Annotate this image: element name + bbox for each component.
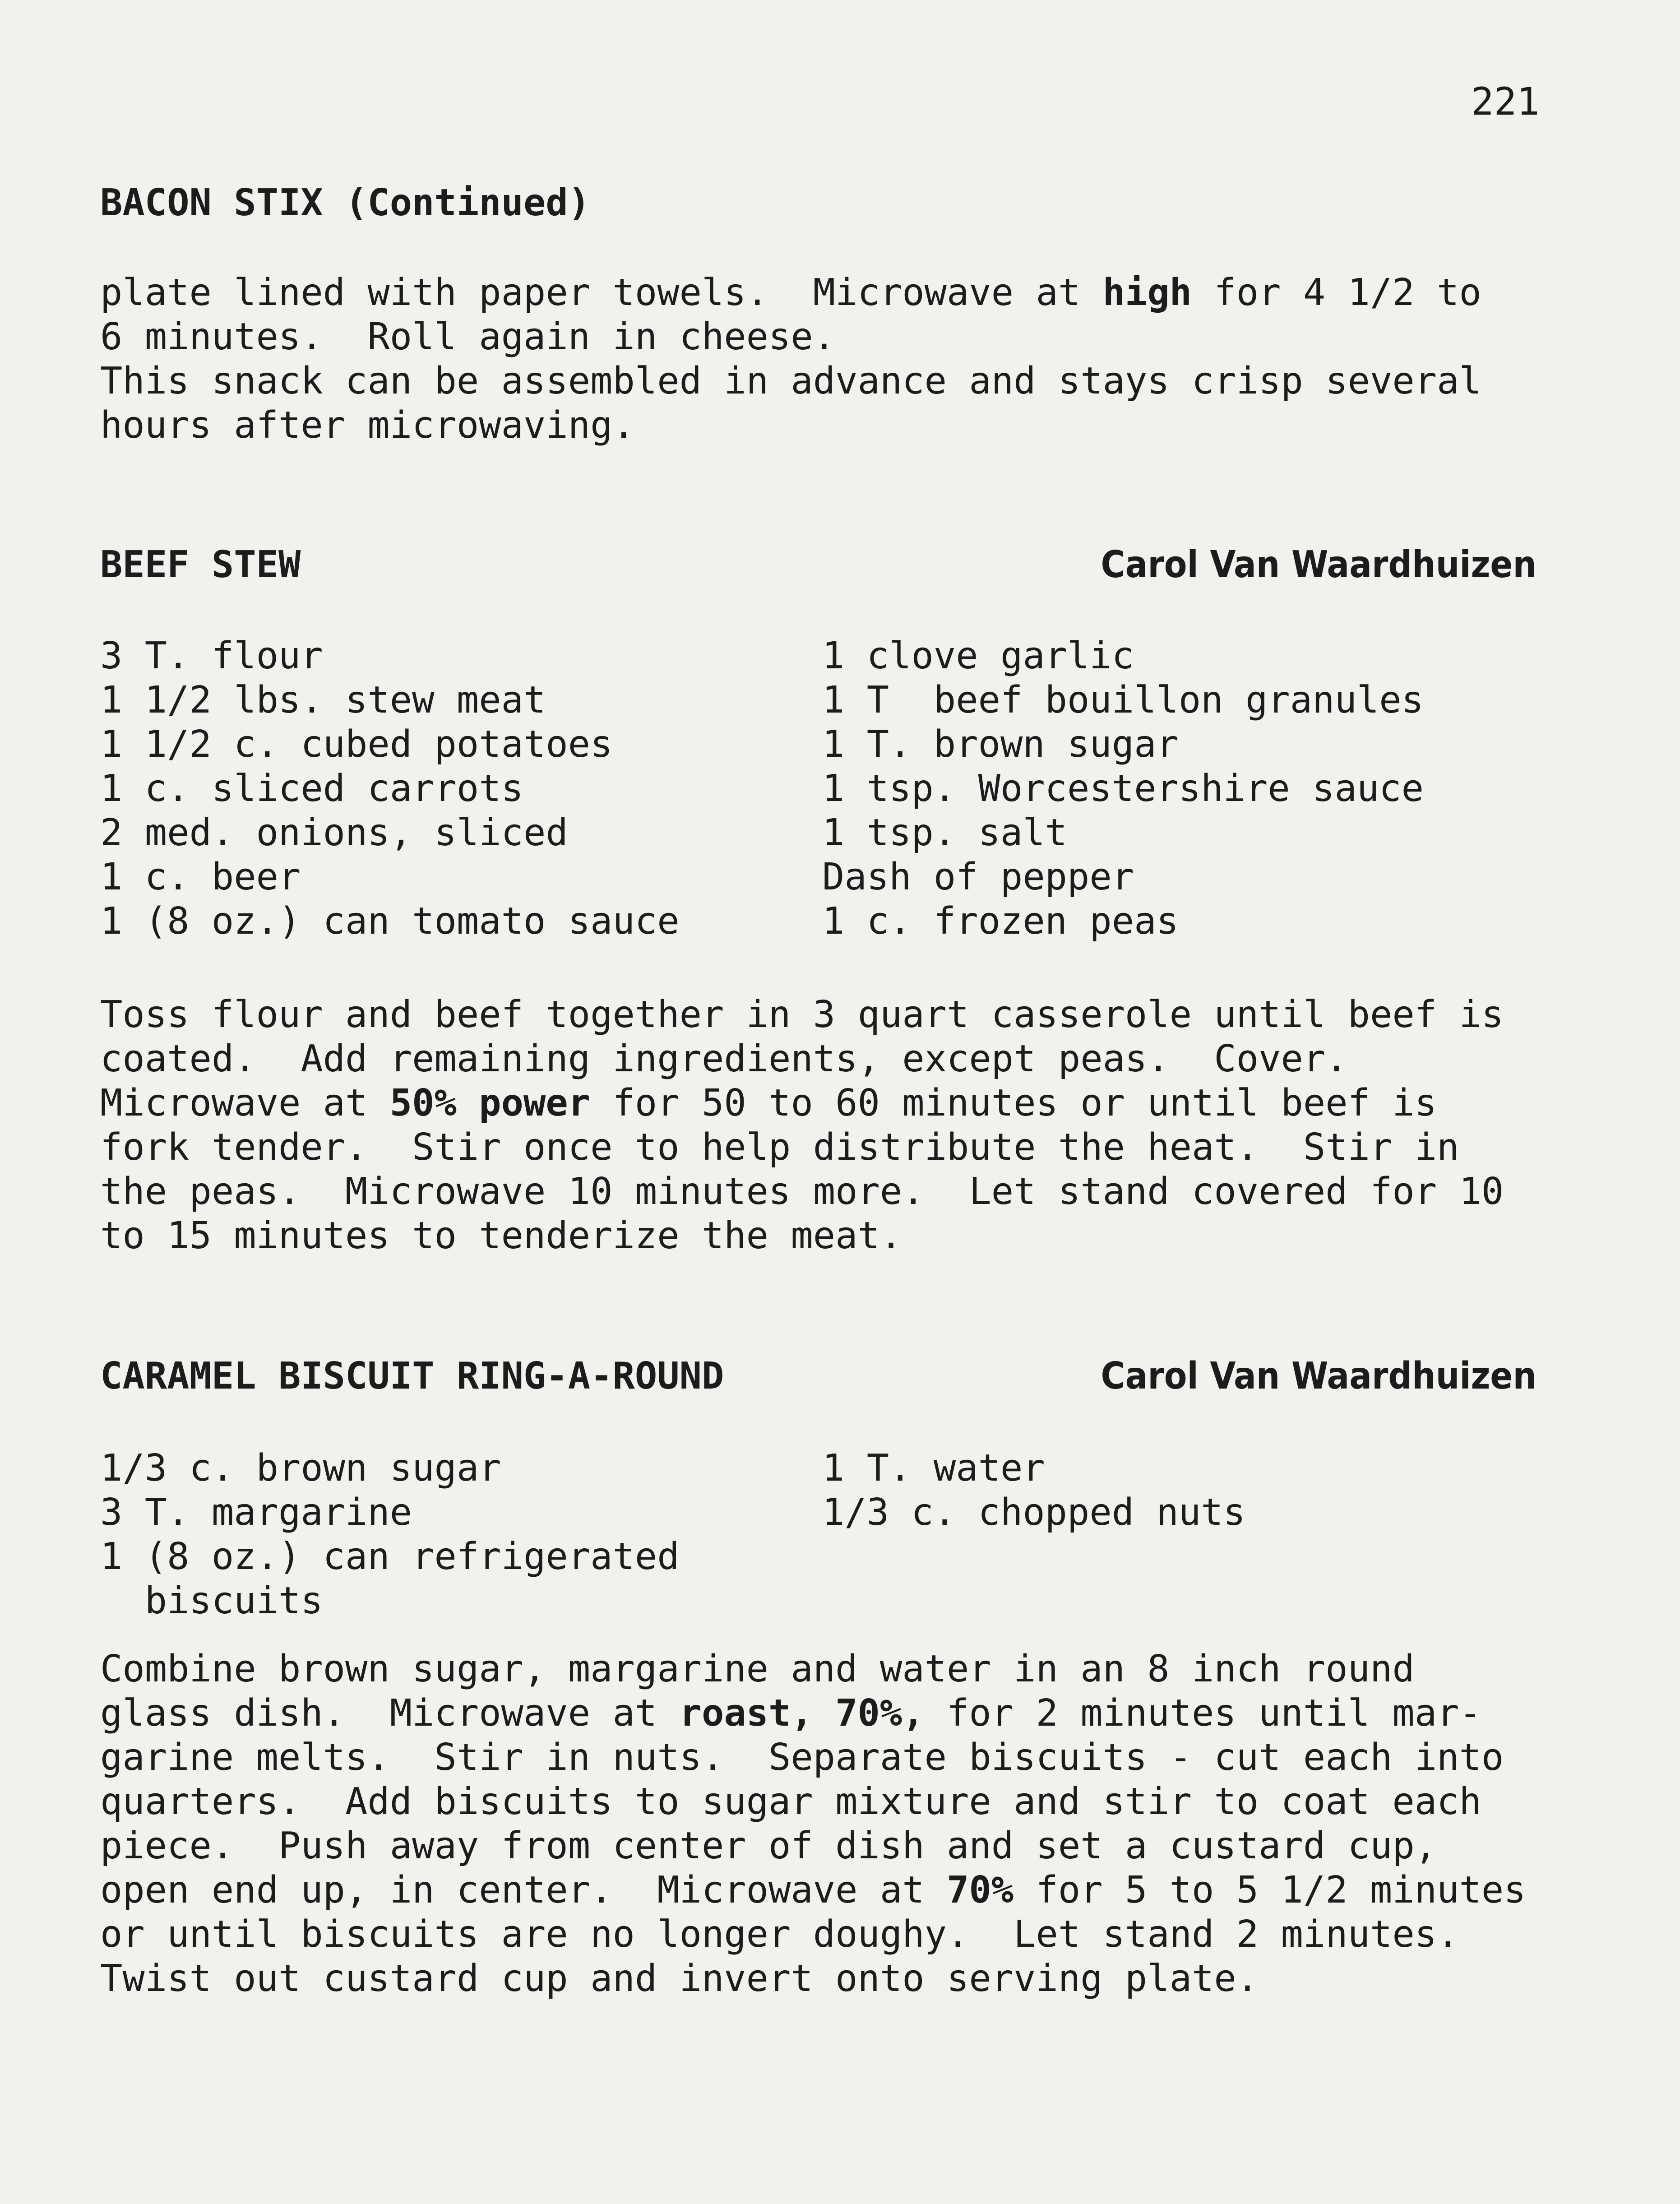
- ingredient: 1 T. brown sugar: [822, 723, 1179, 766]
- ingredient: 1 T. water: [822, 1447, 1045, 1490]
- recipe-title-caramel-biscuit: CARAMEL BISCUIT RING-A-ROUND: [100, 1355, 724, 1398]
- ingredient: 1 tsp. Worcestershire sauce: [822, 767, 1424, 810]
- caramel-biscuit-ingredients-right: [822, 1446, 1245, 1535]
- recipe-title-beef-stew: BEEF STEW: [100, 543, 301, 586]
- page-number: 221: [1471, 79, 1540, 124]
- recipe-author-caramel-biscuit: Carol Van Waardhuizen: [1101, 1355, 1537, 1398]
- beef-stew-ingredients-right: [822, 634, 1424, 944]
- ingredient: 1 (8 oz.) can refrigerated: [100, 1535, 680, 1578]
- beef-stew-ingredients-left: [100, 634, 680, 944]
- ingredient: 1 tsp. salt: [822, 811, 1068, 854]
- ingredient: 1 c. beer: [100, 856, 301, 898]
- ingredient: 1 (8 oz.) can tomato sauce: [100, 900, 680, 943]
- ingredient: biscuits: [100, 1579, 323, 1622]
- ingredient: 1/3 c. chopped nuts: [822, 1491, 1245, 1534]
- ingredient: 2 med. onions, sliced: [100, 811, 568, 854]
- caramel-biscuit-ingredients-left: [100, 1446, 680, 1623]
- ingredient: 1 1/2 c. cubed potatoes: [100, 723, 613, 766]
- recipe-author-beef-stew: Carol Van Waardhuizen: [1101, 543, 1537, 586]
- caramel-biscuit-directions: Combine brown sugar, margarine and water in an 8 inch round glass dish. Microwave at roast, 70%, for 2 minutes until mar- garine melts. Stir in nuts. Separate biscuits - cut each into quarters. Add biscuits to sugar mixture and stir to coat each piece. Push away from center of dish and set a custard cup, open end up, in center. Microwave at 70% for 5 to 5 1/2 minutes or until biscuits are no longer doughy. Let stand 2 minutes. Twist out custard cup and invert onto serving plate.: [100, 1648, 1526, 2000]
- ingredient: 1 1/2 lbs. stew meat: [100, 679, 546, 722]
- ingredient: 1 c. sliced carrots: [100, 767, 523, 810]
- ingredient: 1 c. frozen peas: [822, 900, 1179, 943]
- bacon-stix-directions: plate lined with paper towels. Microwave at high for 4 1/2 to 6 minutes. Roll again in cheese. This snack can be assembled in advance and stays crisp several hours after microwaving.: [100, 271, 1481, 447]
- ingredient: Dash of pepper: [822, 856, 1134, 898]
- ingredient: 1 T beef bouillon granules: [822, 679, 1424, 722]
- beef-stew-directions: Toss flour and beef together in 3 quart casserole until beef is coated. Add remaining ingredients, except peas. Cover. Microwave at 50% power for 50 to 60 minutes or until beef is fork tender. Stir once to help distribute the heat. Stir in the peas. Microwave 10 minutes more. Let stand covered for 10 to 15 minutes to tenderize the meat.: [100, 993, 1504, 1257]
- ingredient: 3 T. margarine: [100, 1491, 412, 1534]
- ingredient: 1/3 c. brown sugar: [100, 1447, 501, 1490]
- recipe-title-bacon-stix: BACON STIX (Continued): [100, 181, 591, 224]
- ingredient: 1 clove garlic: [822, 634, 1134, 677]
- ingredient: 3 T. flour: [100, 634, 323, 677]
